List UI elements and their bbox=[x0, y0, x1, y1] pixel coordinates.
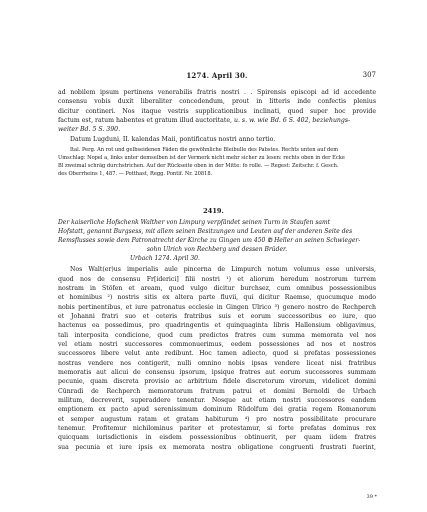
text-line: emptionem ex pacto apud serenissimum dominum Růdolfum dei gratia regem Romanorum bbox=[58, 406, 376, 413]
text-line: Nos Walt(er)us imperialis aule pincerna de Limpurch notum volumus esse universis, bbox=[70, 266, 376, 273]
text-line: nobis pertinentibus, et iure patronatus ecclesie in Gingen Ůlrico ³) genero nostro de Rechperch bbox=[58, 304, 376, 311]
text-line: successores libere velut ante redibunt. Hoc tamen adiecto, quod si prefatas possessiones bbox=[58, 350, 376, 357]
rubric-line: Der kaiserliche Hofschenk Walther von Limpurg verpfändet seinen Turm in Staufen samt bbox=[58, 219, 331, 226]
running-header bbox=[58, 71, 376, 81]
text-line: hactenus ea possedimus, pro quadringentis et quinquaginta libris Hallensium obligavimus, bbox=[58, 322, 376, 329]
note-line: Ital. Perg. An rot und gelbseidenen Fäden die gewöhnliche Bleibulle des Pabstes. Rechts unten auf dem bbox=[70, 147, 339, 153]
page-number: 307 bbox=[362, 71, 376, 79]
text-line: nostras vendere nos contigerit, nulli omnino nobis ipsas vendere liceat nisi fratribus bbox=[58, 360, 376, 367]
signature-mark: 39 * bbox=[366, 494, 377, 500]
italic-tail: u. s. w. wie Bd. 6 S. 402, beziehungs- bbox=[233, 117, 351, 124]
text-line: weiter Bd. 5 S. 390. bbox=[58, 126, 121, 133]
rubric-line: Hofstatt, genannt Burgsess, mit allem seinen Besitzungen und Leuten auf der anderen Seite des bbox=[58, 228, 353, 235]
rubric-line: sohn Ulrich von Rechberg und dessen Brüder. bbox=[146, 246, 288, 253]
rubric-line: Remsflusses sowie dem Patronatrecht der Kirche zu Gingen um 450 ℔ Heller an seinen Schwieger- bbox=[58, 237, 361, 244]
text-line: Cůnradi de Rechperch memoratorum fratrum patrui et domini Bernoldi de Urbach bbox=[58, 388, 376, 395]
datum-line: Datum Lugduni, II. kalendas Maii, pontificatus nostri anno tertio. bbox=[70, 136, 276, 143]
note-line: des Oberrheins 1, 487. — Potthast, Regg. Pontif. Nr. 20818. bbox=[58, 171, 213, 177]
note-line: Umschlag: Nopel a, links unter demselben ist der Vermerk nicht mehr sicher zu lesen: rechts oben in der Ecke bbox=[58, 155, 345, 161]
text-line: pecunie, quam discreta provisio ac arbitrium fidele discretorum virorum, videlicet domini bbox=[58, 378, 376, 385]
text-line: dicitur contineri. Nos itaque vestris supplicationibus inclinati, quod super hoc provide bbox=[58, 108, 376, 115]
text-line: et semper augustum rațam et gratam habiturum ⁴) pro nostra possibilitate procurare bbox=[58, 416, 376, 423]
text-segment: factum est, ratum habentes et gratum illud auctoritate, bbox=[58, 117, 234, 124]
text-line: quicquam iurisdictionis in eisdem possessionibus obtinuerit, per quam iidem fratres bbox=[58, 434, 376, 441]
header-title: 1274. April 30. bbox=[186, 71, 248, 80]
text-line: memoratis aut alicui de consensu ipsorum, ipsique fratres aut eorum successores summam bbox=[58, 369, 376, 376]
text-line: et Johanni fratri suo et ceteris fratribus suis et eorum successoribus eo iure, quo bbox=[58, 313, 376, 320]
text-line: ad nobilem ipsum pertinens venerabilis fratris nostri . . Spirensis episcopi ad id accedente bbox=[58, 89, 376, 96]
text-line: vel etiam nostri successores commonuerimus, eedem possessiones ad nos et nostros bbox=[58, 341, 376, 348]
text-line: tali interposita condicione, quod cum predictos fratres cum summa memorata vel nos bbox=[58, 332, 376, 339]
dateline: Urbach 1274. April 30. bbox=[130, 255, 200, 262]
text-line: sua pecunia et iure ipsis ex memorata nostra obligatione congruenti frustrati fuerint, bbox=[58, 444, 376, 451]
note-line: Bl zweimal schräg durchstrichen. Auf der Rückseite oben in der Mitte: fo rolle. — Regest: Zeitschr. f. Gesch. bbox=[58, 163, 339, 169]
text-line: consensu vobis duxit liberaliter concedendum, prout in litteris inde confectis plenius bbox=[58, 98, 376, 105]
text-line: quod nos de consensu Fr[iderici] filii nostri ¹) et aliorum heredum nostrorum turrem bbox=[58, 276, 376, 283]
text-line: et hominibus ²) nostris sitis ex altera parte fluvii, qui dicitur Raemse, quocumque modo bbox=[58, 294, 376, 301]
document-number: 2419. bbox=[203, 207, 224, 215]
text-line: militum, decreverit, superaddere tenentur. Nosque aut etiam nostri successores eandem bbox=[58, 397, 376, 404]
text-line bbox=[58, 117, 376, 125]
text-line: nostram in Stöfen et aream, quod vulgo dicitur burchsez, cum omnibus possessionibus bbox=[58, 285, 376, 292]
text-line: tenemur. Profitemur nichilominus pariter et protestamur, si forte prefatas dominus rex bbox=[58, 425, 376, 432]
